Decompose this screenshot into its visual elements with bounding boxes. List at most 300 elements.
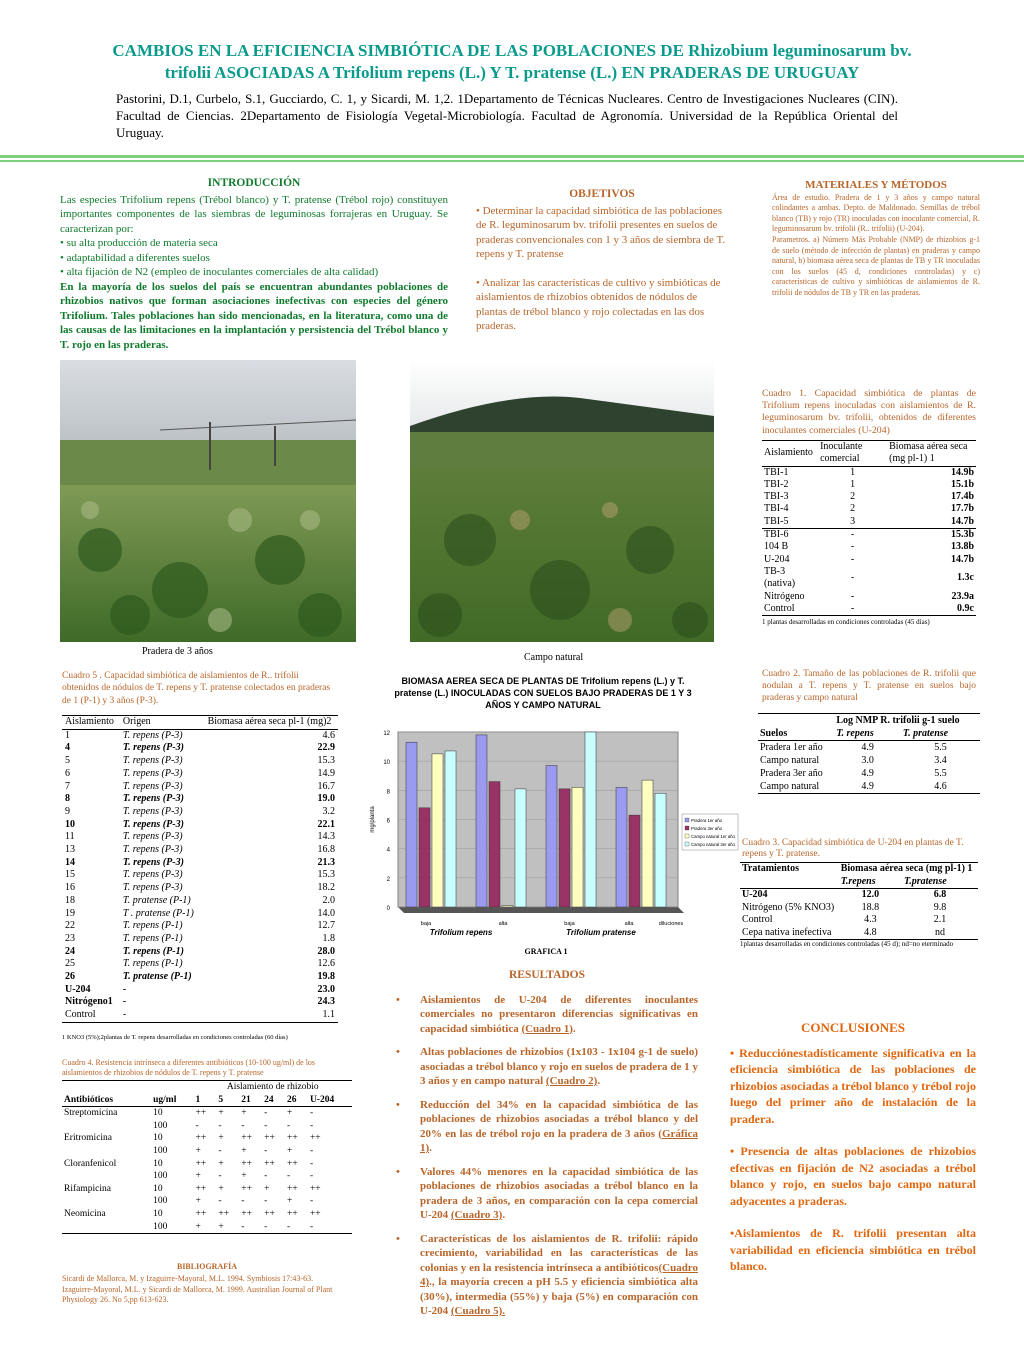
table5-header: Biomasa aérea seca pl-1 (mg)2 <box>207 716 332 727</box>
table4-row-cell: 10 <box>153 1158 163 1169</box>
table1-row <box>762 516 976 529</box>
table4-row-cell: - <box>241 1120 245 1131</box>
table4-row-cell: + <box>218 1183 224 1194</box>
table4-row-cell: ++ <box>195 1208 207 1219</box>
table1-row-cell: 23.9a <box>951 590 974 602</box>
chart-legend-swatch <box>685 818 689 822</box>
table4-row-cell: 10 <box>153 1208 163 1219</box>
chart-legend-swatch <box>685 842 689 846</box>
table3-row-cell: Control <box>742 914 773 925</box>
table1-row-cell: 3 <box>850 515 856 527</box>
table5-row-cell: T. repens (P-3) <box>122 882 183 894</box>
table1-row <box>762 503 976 515</box>
table3-row <box>740 902 978 915</box>
table5-row-cell: 19.0 <box>317 793 335 805</box>
table1-row-cell: 2 <box>850 491 856 503</box>
table4-row <box>62 1183 352 1196</box>
table5-row-cell: T. repens (P-3) <box>122 818 184 830</box>
table5-footnote: 1 KNO3 (5%);2plantas de T. repens desarrolladas en condiciones controladas (60 días) <box>62 1034 288 1041</box>
table4-header: ug/ml <box>153 1094 177 1105</box>
table5-row-cell: 28.0 <box>317 945 335 957</box>
table3-row-cell: nd <box>935 926 945 938</box>
table1-row-cell: 2 <box>850 503 856 515</box>
table1-row <box>762 529 976 542</box>
table4-row-cell: - <box>309 1221 314 1232</box>
table4-row-cell: 100 <box>153 1171 168 1182</box>
table5-row-cell: 21.3 <box>317 856 335 868</box>
table5-header: Origen <box>122 716 151 727</box>
table5-row-cell: Control <box>65 1009 96 1021</box>
table4-row-cell: - <box>264 1221 268 1232</box>
table4-row <box>62 1170 352 1183</box>
chart-bar <box>476 735 487 907</box>
table4-row-cell: ++ <box>264 1133 275 1144</box>
table3-footnote: 1plantas desarrolladas en condiciones controladas (45 d); nd=no eterminado <box>740 940 954 948</box>
table4-row-cell: - <box>287 1171 291 1182</box>
table5-row-cell: 1.1 <box>322 1009 335 1021</box>
table2-row-cell: Pradera 3er año <box>760 768 823 779</box>
table5-row <box>62 819 338 832</box>
table5-row-cell: 24 <box>65 945 75 957</box>
table5-row-cell: T. repens (P-3) <box>122 780 183 792</box>
table4-row-cell: - <box>264 1145 268 1156</box>
table4-row-cell: - <box>309 1108 314 1119</box>
table4-row-cell: + <box>287 1196 293 1207</box>
divider <box>0 160 1024 162</box>
chart-bar <box>572 787 583 907</box>
table5-caption: Cuadro 5 . Capacidad simbiótica de aislamientos de R.. trifolii obtenidos de nódulos de T. repens y T. pratense colectados en praderas de 1 (P-1) y 3 años (P-3). <box>62 671 331 706</box>
table2-header: T. pratense <box>902 728 949 739</box>
methods-paragraph: Área de estudio. Pradera de 1 y 3 años y campo natural colindantes a ambas. Depto. de Maldonado. Semillas de trébol blanco (TB) y rojo (TR) inoculadas con inoculante comercial, R. leguminosarum bv. trifolii (R.. trifolii) (U-204). <box>772 192 980 234</box>
table1-row-cell: U-204 <box>764 553 790 565</box>
table5-row-cell: 25 <box>65 958 75 970</box>
table1-row-cell: 0.9c <box>957 602 974 614</box>
chart-x-tick-label: alta <box>498 921 508 927</box>
table4-caption: Cuadro 4. Resistencia intrínseca a diferentes antibióticos (10-100 ug/ml) de los aislamientos de rhizobios de nódulos de T. repens y T. pratense <box>62 1058 316 1078</box>
table4-row-cell: Neomicina <box>64 1208 106 1219</box>
objectives-heading: OBJETIVOS <box>569 188 635 200</box>
table1-row-cell: 14.7b <box>950 515 974 527</box>
table5-row <box>62 882 338 895</box>
table2-row-cell: 4.9 <box>861 742 874 753</box>
table3-row-cell: 2.1 <box>933 914 947 925</box>
table5-row-cell: 7 <box>65 780 70 792</box>
table5-row <box>62 869 338 882</box>
chart-y-tick-label: 8 <box>386 789 390 796</box>
chart-bar <box>419 808 430 907</box>
table5-row <box>62 844 338 857</box>
table2-row-cell: 3.0 <box>861 755 874 766</box>
result-item: • Características de los aislamientos de R. trifolii: rápido crecimiento, variabilidad en las características de las colonias y en la resistencia intrínseca a antibióticos(Cuadro 4)., la mayoría crecen a pH 5.5 y eficiencia simbiótica alta (30%), intermedia (55%) y baja (5%) en comparación con U-204 (Cuadro 5). <box>396 1232 698 1319</box>
table4-row-cell: + <box>287 1108 293 1119</box>
table3-row-cell: 4.3 <box>864 914 877 925</box>
chart-y-tick-label: 6 <box>386 818 390 825</box>
table1-caption: Cuadro 1. Capacidad simbiótica de plantas de Trifolium repens inoculadas con aislamientos de R. leguminosarum bv. trifolii, obtenidos de diferentes inoculantes comerciales (U-204) <box>762 388 976 436</box>
intro-paragraph: En la mayoría de los suelos del país se encuentran abundantes poblaciones de rhizobios nativos que forman asociaciones inefectivas con especies del género Trifolium. Tales poblaciones han sido mencionadas, en la literatura, como una de las causas de las limitaciones en la implantación y persistencia del Trébol blanco y T. rojo en las praderas. <box>60 280 448 351</box>
chart-group-label: Trifolium pratense <box>566 928 636 937</box>
table4-row-cell: + <box>264 1183 270 1194</box>
table4-top-header: Aislamiento de rhizobio <box>226 1082 319 1092</box>
table5-row-cell: 1 <box>65 729 70 741</box>
table5-row-cell: 12.6 <box>317 958 335 970</box>
table5 <box>62 715 338 1023</box>
table4-row <box>62 1221 352 1234</box>
chart-group-label: Trifolium repens <box>429 928 493 937</box>
chart-x-tick-label: diluciones <box>658 921 684 927</box>
chart-bar <box>515 789 526 907</box>
chart-bar <box>489 782 500 907</box>
bibliography-heading: BIBLIOGRAFÍA <box>176 1262 237 1271</box>
intro-bullet: • su alta producción de materia seca <box>60 237 218 249</box>
natural-field-photo <box>410 360 714 642</box>
methods-section <box>772 180 980 299</box>
table4-row-cell: - <box>309 1171 314 1182</box>
table5-row-cell: 3.2 <box>322 805 335 817</box>
table5-row <box>62 984 338 997</box>
chart-bar <box>445 751 456 907</box>
table5-row-cell: 5 <box>65 755 70 767</box>
table1-row <box>762 466 976 479</box>
table1-row <box>762 591 976 603</box>
table1-row-cell: 14.9b <box>950 466 974 478</box>
table5-row-cell: 15 <box>65 869 75 881</box>
table5-row-cell: T. repens (P-3) <box>122 729 183 741</box>
table3-row-cell: Nitrógeno (5% KNO3) <box>742 901 835 913</box>
conclusion-item: • Reducciónestadísticamente significativa en la eficiencia simbiótica de las poblaciones de rhizobios asociadas a trébol blanco y trébol rojo luego del primer año de instalación de la pradera. <box>730 1045 976 1126</box>
table5-row-cell: 8 <box>65 793 70 805</box>
intro-bullet: • alta fijación de N2 (empleo de inoculantes comerciales de alta calidad) <box>60 266 379 278</box>
chart-floor <box>398 907 684 913</box>
photo-caption-right: Campo natural <box>524 652 584 663</box>
table4-row-cell <box>62 1145 151 1158</box>
table5-row-cell: 6 <box>65 767 70 779</box>
pasture-3-years-photo <box>60 360 356 642</box>
table5-row-cell: T. repens (P-3) <box>122 805 183 817</box>
bibliography-entry: Izaguirre-Mayoral, M.L. y Sicardi de Mallorca, M. 1999. Australian Journal of Plant Physiology 26. No 5,pp 613-623. <box>62 1284 333 1305</box>
biomass-bar-chart <box>368 722 740 954</box>
table4-row-cell: 100 <box>153 1120 168 1131</box>
table1-row-cell: - <box>850 572 855 584</box>
conclusion-item: • Presencia de altas poblaciones de rhizobios efectivas en fijación de N2 asociadas a trébol blanco y rojo, en suelos bajo campo natural adyacentes a praderas. <box>730 1144 976 1208</box>
table5-row-cell: 19.8 <box>317 971 335 983</box>
objective-item: • Determinar la capacidad simbiótica de las poblaciones de R. leguminosarum bv. trifolii presentes en suelos de praderas convencionales con 1 y 3 años de siembra de T. repens y T. pratense <box>476 204 726 260</box>
chart-y-tick-label: 2 <box>386 876 390 883</box>
table1 <box>762 440 976 616</box>
table4-row-cell: ++ <box>309 1183 321 1194</box>
table4-row-cell: - <box>264 1120 268 1131</box>
table1-row-cell: 13.8b <box>950 541 974 553</box>
table5-row-cell: 22.1 <box>317 818 335 830</box>
table5-row <box>62 908 338 921</box>
table4-row-cell: ++ <box>264 1208 275 1219</box>
table5-row-cell: T. repens (P-3) <box>122 831 183 843</box>
table5-row-cell: - <box>122 983 127 995</box>
chart-bar <box>432 754 443 907</box>
table4-row-cell: ++ <box>241 1208 252 1219</box>
table4-row-cell: 10 <box>153 1108 163 1119</box>
chart-figure-label: GRAFICA 1 <box>524 947 568 954</box>
table3-top-header: Biomasa aérea seca (mg pl-1) 1 <box>840 863 973 874</box>
table4-row-cell: - <box>195 1120 199 1131</box>
table2-row-cell: Campo natural <box>760 755 820 766</box>
table1-row-cell: TBI-1 <box>764 466 789 478</box>
chart-bar <box>585 732 596 907</box>
table4-row-cell <box>62 1170 151 1183</box>
result-item: • Reducción del 34% en la capacidad simbiótica de las poblaciones de rhizobios asociadas a trébol blanco y del 20% en las de trébol rojo en la pradera de 3 años (Gráfica 1). <box>396 1098 698 1156</box>
table4-row-cell: ++ <box>195 1183 207 1194</box>
table5-row-cell: - <box>122 996 127 1008</box>
table5-row-cell: 14 <box>65 856 75 868</box>
table4-row-cell: + <box>195 1221 201 1232</box>
chart-legend-swatch <box>685 826 689 830</box>
table5-row-cell: 4 <box>65 742 70 754</box>
poster-title <box>30 40 994 84</box>
table4-row-cell: 10 <box>153 1133 163 1144</box>
authors: Pastorini, D.1, Curbelo, S.1, Gucciardo, C. 1, y Sicardi, M. 1,2. 1Departamento de Técnicas Nucleares. Centro de Investigaciones Nucleares (CIN). Facultad de Ciencias. 2Departamento de Fisiología Vegetal-Microbiología. Facultad de Agronomía. Universidad de la República Oriental del Uruguay. <box>116 91 898 140</box>
table1-row-cell: - <box>850 590 855 602</box>
table4-header: Antibióticos <box>64 1094 114 1105</box>
chart-legend-swatch <box>685 834 689 838</box>
chart-legend-label: Campo natural 1er año <box>691 834 735 839</box>
chart-bar <box>629 815 640 907</box>
table4-row <box>62 1195 352 1208</box>
table4-row-cell: ++ <box>195 1133 207 1144</box>
table5-row <box>62 933 338 946</box>
table3-header: Tratamientos <box>742 863 800 874</box>
table3-row-cell: 18.8 <box>861 901 880 913</box>
bibliography-entry: Sicardi de Mallorca, M. y Izaguirre-Mayoral, M.L. 1994. Symbiosis 17:43-63. <box>62 1274 314 1284</box>
table1-row-cell: - <box>850 541 855 553</box>
table4-row-cell: - <box>241 1221 245 1232</box>
table5-row <box>62 996 338 1009</box>
table2-row-cell: 4.9 <box>861 768 874 779</box>
table5-row <box>62 1009 338 1022</box>
table4-header: 21 <box>241 1094 251 1105</box>
table1-row-cell: TBI-3 <box>764 491 789 503</box>
table5-row <box>62 793 338 806</box>
table5-row <box>62 768 338 781</box>
table3-row-cell: 4.8 <box>864 926 877 938</box>
table4-row-cell: + <box>195 1196 201 1207</box>
result-item: • Altas poblaciones de rhizobios (1x103 - 1x104 g-1 de suelo) asociadas a trébol blanco y rojo en suelos de pradera de 1 y 3 años y en campo natural (Cuadro 2). <box>396 1045 698 1089</box>
table4-row-cell: - <box>218 1145 222 1156</box>
table5-row-cell: T. repens (P-3) <box>122 856 184 868</box>
table4-row-cell: + <box>195 1171 201 1182</box>
table2-row-cell: 4.6 <box>934 781 947 792</box>
table4-row-cell: ++ <box>287 1158 298 1169</box>
table4-row-cell <box>62 1221 151 1234</box>
table1-row-cell: 1 <box>850 478 856 490</box>
table3-header: T.pratense <box>904 875 947 887</box>
table1-row-cell: Nitrógeno <box>764 590 805 602</box>
table5-row-cell: 15.3 <box>317 869 335 881</box>
table5-row-cell: U-204 <box>65 983 91 995</box>
table4-header: 1 <box>195 1094 201 1105</box>
table4-row-cell: ++ <box>287 1208 298 1219</box>
table2-top-header: Log NMP R. trifolii g-1 suelo <box>836 715 960 726</box>
table1-row-cell: - <box>850 553 855 565</box>
chart-bar <box>546 766 557 907</box>
table1-row-cell: Control <box>764 602 795 614</box>
table5-row-cell: T. repens (P-3) <box>122 767 183 779</box>
table5-row-cell: 26 <box>65 971 75 983</box>
chart-y-tick-label: 0 <box>386 906 390 912</box>
table4-row-cell: - <box>309 1145 314 1156</box>
table4-row-cell <box>62 1195 151 1208</box>
conclusions-heading: CONCLUSIONES <box>800 1020 906 1035</box>
table5-row-cell: 14.0 <box>317 907 335 919</box>
table1-row <box>762 541 976 553</box>
table3-caption: Cuadro 3. Capacidad simbiótica de U-204 en plantas de T. repens y T. pratense. <box>742 838 964 859</box>
chart-title: BIOMASA AEREA SECA DE PLANTAS DE Trifolium repens (L.) y T. pratense (L.) INOCULADAS CON SUELOS BAJO PRADERAS DE 1 Y 3 AÑOS Y CAMPO NATURAL <box>394 676 692 710</box>
table4-row-cell: - <box>264 1171 268 1182</box>
table4-row-cell: - <box>218 1196 222 1207</box>
chart-x-tick-label: alta <box>624 921 634 927</box>
table5-row-cell: 15.3 <box>317 755 335 767</box>
objectives-section <box>476 187 728 334</box>
table5-row-cell: T. repens (P-1) <box>122 920 183 932</box>
table2-header: Suelos <box>760 728 788 739</box>
table3-row <box>740 927 978 940</box>
table5-row <box>62 781 338 794</box>
table4-row-cell: ++ <box>309 1208 321 1219</box>
table5-row-cell: Nitrógeno1 <box>65 996 113 1008</box>
results-heading: RESULTADOS <box>508 969 586 981</box>
chart-y-tick-label: 4 <box>386 847 390 854</box>
table4-row-cell: - <box>264 1196 268 1207</box>
table5-row-cell: 9 <box>65 805 70 817</box>
table4-row-cell: - <box>287 1221 291 1232</box>
table1-header: Aislamiento <box>764 447 813 459</box>
table3-row-cell: 9.8 <box>933 901 947 913</box>
table3-row-cell: U-204 <box>742 889 768 900</box>
table2-row <box>758 754 980 767</box>
table5-row <box>62 857 338 870</box>
table4-row-cell: ++ <box>287 1183 298 1194</box>
table4-row-cell: - <box>241 1196 245 1207</box>
table1-row-cell: 104 B <box>764 541 789 553</box>
table4-row-cell: 100 <box>153 1196 168 1207</box>
table4-row-cell: + <box>241 1171 247 1182</box>
table2-row-cell: Campo natural <box>760 781 820 792</box>
table5-row-cell: 16 <box>65 882 75 894</box>
table1-row-cell: 1 <box>850 466 856 478</box>
table4-row-cell: ++ <box>241 1133 252 1144</box>
chart-x-tick-label: baja <box>564 921 575 927</box>
table3-row-cell: 6.8 <box>933 889 947 900</box>
table5-row-cell: T. repens (P-3) <box>122 755 183 767</box>
table4-row-cell: + <box>218 1133 224 1144</box>
table5-row <box>62 806 338 819</box>
table4-header: U-204 <box>309 1094 335 1105</box>
table4-row-cell: - <box>287 1120 291 1131</box>
chart-bar <box>642 780 653 907</box>
table4-row-cell: ++ <box>287 1133 298 1144</box>
table5-row-cell: 19 <box>65 907 75 919</box>
table1-row-cell: 14.7b <box>950 553 974 565</box>
methods-heading: MATERIALES Y MÉTODOS <box>805 179 947 191</box>
table5-row <box>62 946 338 959</box>
chart-bar <box>616 787 627 907</box>
methods-paragraph: Parametros. a) Número Más Probable (NMP) de rhizobios g-1 de suelo (método de infección de plantas) en praderas y campo natural, b) biomasa aérea seca de plantas de TB y TR inoculadas con los suelos (45 d, condiciones controladas) y c) características de cultivo y simbióticas de aislamientos de R. trifolii de nódulos de TB y TR en las praderas. <box>772 234 980 297</box>
table4-row <box>62 1107 352 1120</box>
table5-row-cell: T. pratense (P-1) <box>122 971 192 983</box>
table5-row-cell: 24.3 <box>317 996 335 1008</box>
table4-row-cell: ++ <box>309 1133 321 1144</box>
table4-row <box>62 1158 352 1171</box>
table4-row-cell: 10 <box>153 1183 163 1194</box>
table3-row <box>740 889 978 902</box>
chart-legend-label: Pradera 1er año <box>691 818 723 823</box>
table3-header: T.repens <box>840 875 876 887</box>
table5-row-cell: T. pratense (P-1) <box>122 894 191 906</box>
table4-row-cell: ++ <box>195 1158 207 1169</box>
table4-row-cell: - <box>309 1196 314 1207</box>
table1-row <box>762 566 976 591</box>
table1-row-cell: TBI-2 <box>764 478 789 490</box>
table5-row-cell: 12.7 <box>317 920 335 932</box>
table4-row <box>62 1208 352 1221</box>
table2-row-cell: 4.9 <box>861 781 874 792</box>
table5-row-cell: 2.0 <box>322 894 335 906</box>
table4-row-cell: Cloranfenicol <box>64 1158 117 1169</box>
table5-row-cell: T. repens (P-3) <box>122 793 184 805</box>
table1-row <box>762 554 976 566</box>
table4-row-cell: ++ <box>241 1183 252 1194</box>
table5-row-cell: 23.0 <box>317 983 335 995</box>
table4-row-cell: + <box>287 1145 293 1156</box>
table5-row-cell: 22 <box>65 920 75 932</box>
table5-row <box>62 958 338 971</box>
table5-row-cell: 11 <box>65 831 75 843</box>
table4-row <box>62 1120 352 1133</box>
table4-row-cell: Eritromicina <box>64 1133 113 1144</box>
table2-row-cell: 5.5 <box>934 768 947 779</box>
photo-caption-left: Pradera de 3 años <box>142 646 213 657</box>
table5-row-cell: 14.3 <box>317 831 335 843</box>
title-line-2: trifolii ASOCIADAS A Trifolium repens (L.) Y T. pratense (L.) EN PRADERAS DE URUGUAY <box>164 63 860 82</box>
table4-row-cell: + <box>218 1158 224 1169</box>
table5-row <box>62 920 338 933</box>
table2-row-cell: 5.5 <box>934 742 947 753</box>
chart-legend-label: Campo natural 3er año <box>691 842 735 847</box>
table1-row-cell: - <box>850 529 855 541</box>
table3-row-cell: 12.0 <box>861 889 880 900</box>
table2-row <box>758 741 980 755</box>
objective-item: • Analizar las características de cultivo y simbióticas de aislamientos de rhizobios obtenidos de nódulos de plantas de trébol blanco y rojo colectadas en las dos praderas. <box>476 276 721 332</box>
table5-row-cell: T. repens (P-3) <box>122 869 183 881</box>
chart-y-axis-label: mg/planta <box>370 806 376 833</box>
table4-row-cell: Rifampicina <box>64 1183 111 1194</box>
table5-row-cell: 13 <box>65 844 75 856</box>
table1-row <box>762 479 976 491</box>
table4-row-cell: + <box>195 1145 201 1156</box>
intro-bullet: • adaptabilidad a diferentes suelos <box>60 251 210 264</box>
table1-row-cell: TBI-6 <box>764 529 789 541</box>
results-section <box>396 968 698 1328</box>
intro-heading: INTRODUCCIÓN <box>207 177 301 189</box>
result-item: • Aislamientos de U-204 de diferentes inoculantes comerciales no presentaron diferencias significativas en capacidad simbiótica (Cuadro 1). <box>396 993 698 1037</box>
chart-x-tick-label: baja <box>420 921 432 927</box>
table4-row-cell: ++ <box>264 1158 275 1169</box>
table2 <box>758 713 980 794</box>
table3 <box>740 862 978 940</box>
table4-row <box>62 1145 352 1158</box>
table4-row-cell: + <box>241 1145 247 1156</box>
table5-row <box>62 895 338 908</box>
table2-row-cell: Pradera 1er año <box>760 742 823 753</box>
chart-y-tick-label: 12 <box>383 731 390 737</box>
